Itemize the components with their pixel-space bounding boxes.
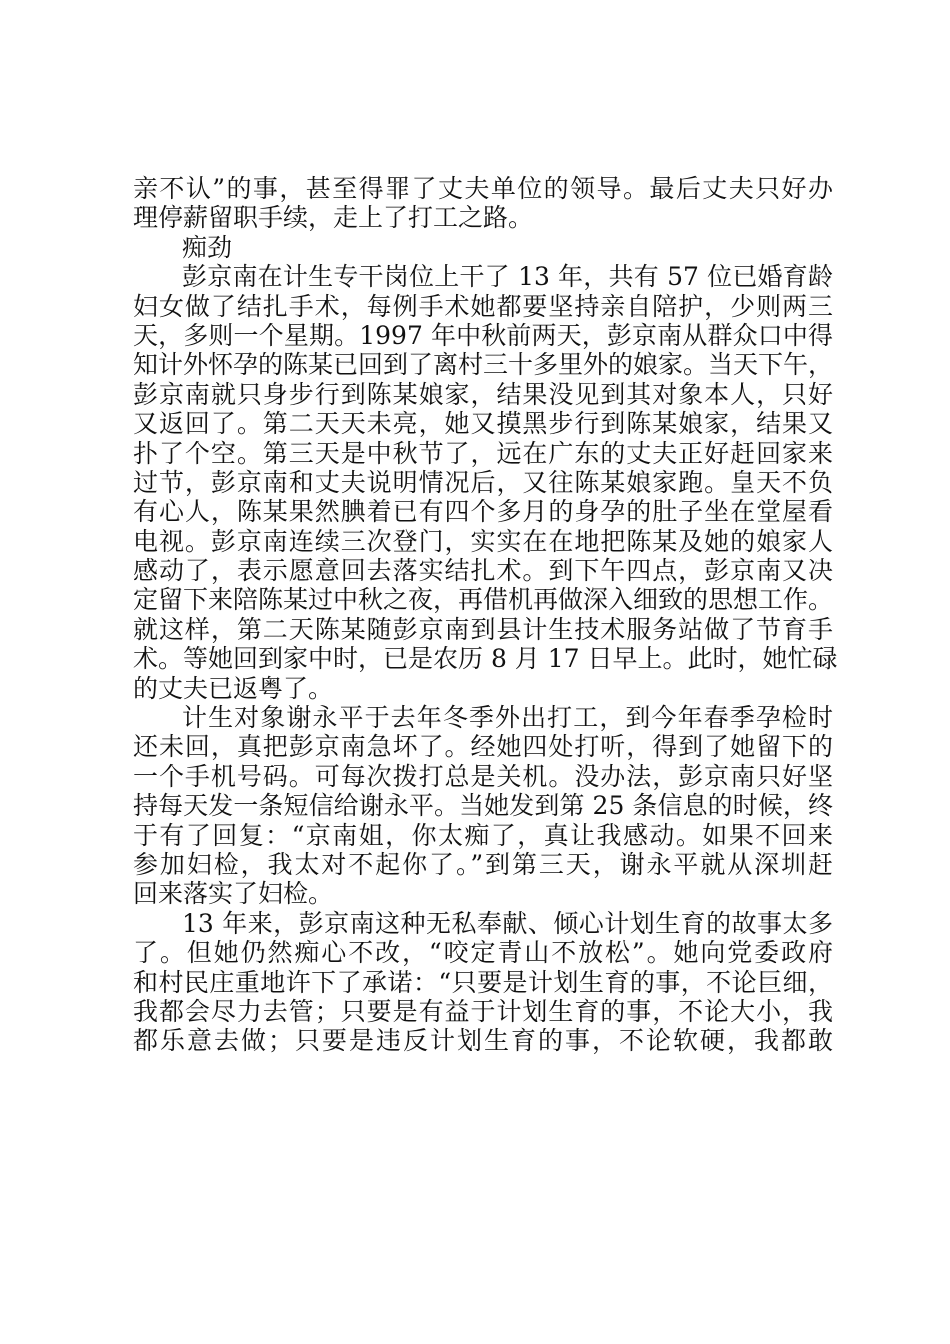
text-line: 我都会尽力去管；只要是有益于计划生育的事，不论大小，我: [133, 996, 833, 1026]
text-line: 过节，彭京南和丈夫说明情况后，又往陈某娘家跑。皇天不负: [133, 467, 833, 497]
text-line: 知计外怀孕的陈某已回到了离村三十多里外的娘家。当天下午，: [133, 350, 834, 380]
text-line: 亲不认”的事，甚至得罪了丈夫单位的领导。最后丈夫只好办: [133, 174, 833, 203]
text-line: 痴劲: [182, 232, 233, 262]
text-line: 计生对象谢永平于去年冬季外出打工，到今年春季孕检时: [182, 703, 833, 733]
text-line: 持每天发一条短信给谢永平。当她发到第 25 条信息的时候，终: [133, 791, 833, 821]
text-line: 感动了，表示愿意回去落实结扎术。到下午四点，彭京南又决: [133, 556, 833, 586]
text-line: 天，多则一个星期。1997 年中秋前两天，彭京南从群众口中得: [133, 320, 833, 350]
text-line: 参加妇检，我太对不起你了。”到第三天，谢永平就从深圳赶: [133, 849, 833, 879]
text-line: 扑了个空。第三天是中秋节了，远在广东的丈夫正好赶回家来: [133, 438, 833, 468]
text-line: 妇女做了结扎手术，每例手术她都要坚持亲自陪护，少则两三: [133, 291, 833, 321]
text-line: 了。但她仍然痴心不改，“咬定青山不放松”。她向党委政府: [133, 938, 833, 968]
text-line: 有心人，陈某果然腆着已有四个多月的身孕的肚子坐在堂屋看: [133, 497, 833, 527]
text-line: 理停薪留职手续，走上了打工之路。: [133, 203, 534, 233]
text-line: 又返回了。第二天天未亮，她又摸黑步行到陈某娘家，结果又: [133, 409, 833, 439]
text-line: 就这样，第二天陈某随彭京南到县计生技术服务站做了节育手: [133, 614, 833, 644]
text-line: 电视。彭京南连续三次登门，实实在在地把陈某及她的娘家人: [133, 526, 833, 556]
text-line: 一个手机号码。可每次拨打总是关机。没办法，彭京南只好坚: [133, 761, 833, 791]
text-line: 于有了回复：“京南姐，你太痴了，真让我感动。如果不回来: [133, 820, 833, 850]
text-line: 和村民庄重地许下了承诺：“只要是计划生育的事，不论巨细，: [133, 967, 833, 997]
text-line: 都乐意去做；只要是违反计划生育的事，不论软硬，我都敢: [133, 1026, 833, 1056]
text-line: 定留下来陪陈某过中秋之夜，再借机再做深入细致的思想工作。: [133, 585, 834, 615]
text-line: 彭京南在计生专干岗位上干了 13 年，共有 57 位已婚育龄: [182, 262, 833, 292]
body-text: [133, 174, 838, 1056]
text-line: 13 年来，彭京南这种无私奉献、倾心计划生育的故事太多: [182, 908, 833, 938]
text-line: 彭京南就只身步行到陈某娘家，结果没见到其对象本人，只好: [133, 379, 833, 409]
text-line: 术。等她回到家中时，已是农历 8 月 17 日早上。此时，她忙碌: [133, 644, 838, 674]
text-line: 回来落实了妇检。: [133, 879, 334, 909]
text-line: 还未回，真把彭京南急坏了。经她四处打听，得到了她留下的: [133, 732, 833, 762]
text-line: 的丈夫已返粤了。: [133, 673, 334, 703]
